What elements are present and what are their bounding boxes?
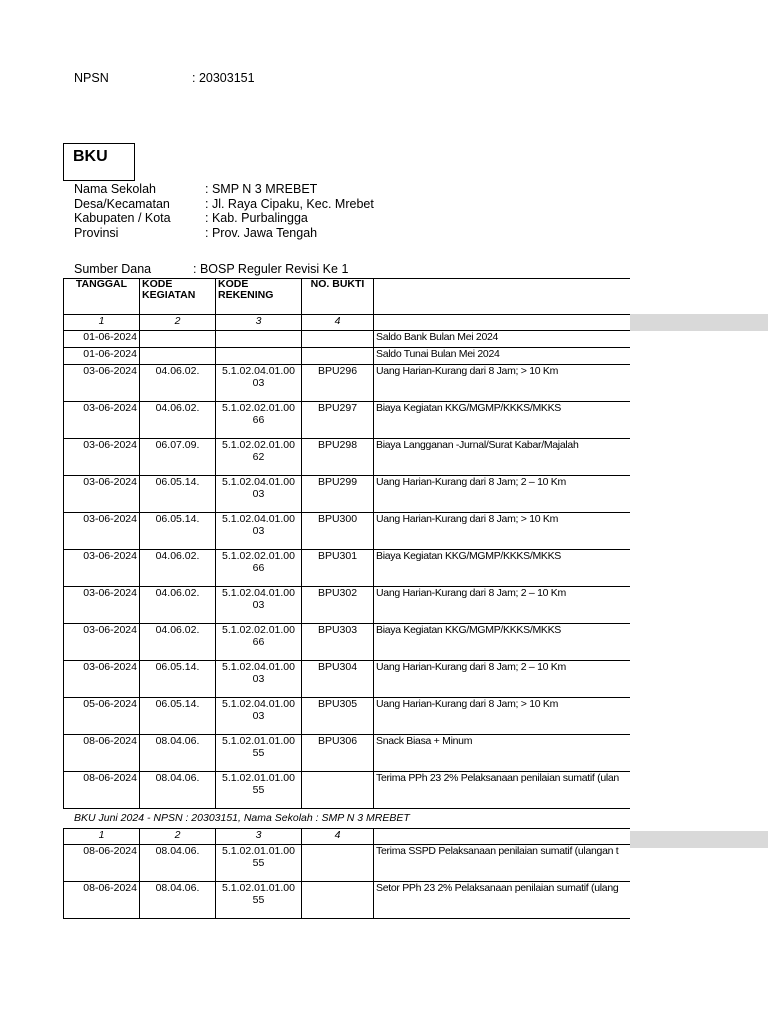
cell-kode-kegiatan: 06.05.14. [140, 661, 216, 698]
cell-kode-rekening: 5.1.02.04.01.00 03 [216, 365, 302, 402]
bku-title-box [63, 143, 135, 181]
table-header-row [64, 279, 664, 315]
cell-kode-rekening: 5.1.02.01.01.00 55 [216, 882, 302, 919]
cell-kode-rekening: 5.1.02.02.01.00 66 [216, 550, 302, 587]
cell-kode-kegiatan [140, 348, 216, 365]
cell-uraian: Uang Harian-Kurang dari 8 Jam; 2 – 10 Km [374, 661, 664, 698]
cell-tanggal: 03-06-2024 [64, 476, 140, 513]
header-uraian [374, 279, 664, 315]
cell-uraian: Uang Harian-Kurang dari 8 Jam; 2 – 10 Km [374, 587, 664, 624]
cell-kode-kegiatan: 04.06.02. [140, 550, 216, 587]
cell-kode-rekening [216, 331, 302, 348]
cell-kode-rekening: 5.1.02.02.01.00 66 [216, 402, 302, 439]
bku-table [63, 278, 664, 809]
bku-table-continued [63, 828, 664, 919]
table-row [64, 476, 664, 513]
table-row [64, 348, 664, 365]
cell-kode-kegiatan: 06.05.14. [140, 476, 216, 513]
cell-tanggal: 03-06-2024 [64, 513, 140, 550]
cell-kode-kegiatan: 06.05.14. [140, 698, 216, 735]
cell-kode-kegiatan: 04.06.02. [140, 365, 216, 402]
cell-uraian: Setor PPh 23 2% Pelaksanaan penilaian sumatif (ulang [374, 882, 664, 919]
cell-kode-rekening: 5.1.02.01.01.00 55 [216, 735, 302, 772]
cell-no-bukti [302, 348, 374, 365]
cell-kode-rekening: 5.1.02.04.01.00 03 [216, 476, 302, 513]
cell-no-bukti: BPU301 [302, 550, 374, 587]
cell-tanggal: 03-06-2024 [64, 624, 140, 661]
table-row [64, 402, 664, 439]
table-row [64, 513, 664, 550]
cell-kode-kegiatan: 08.04.06. [140, 735, 216, 772]
cell-uraian: Biaya Langganan -Jurnal/Surat Kabar/Majalah [374, 439, 664, 476]
npsn-value: : 20303151 [192, 71, 255, 85]
page-title: BKU [73, 148, 108, 165]
header-no-bukti: NO. BUKTI [302, 279, 374, 315]
table-row [64, 845, 664, 882]
cell-uraian: Saldo Tunai Bulan Mei 2024 [374, 348, 664, 365]
col-number: 2 [140, 829, 216, 845]
cell-tanggal: 05-06-2024 [64, 698, 140, 735]
cell-uraian: Terima SSPD Pelaksanaan penilaian sumatif (ulangan t [374, 845, 664, 882]
cell-uraian: Biaya Kegiatan KKG/MGMP/KKKS/MKKS [374, 624, 664, 661]
col-number: 4 [302, 829, 374, 845]
cell-no-bukti: BPU299 [302, 476, 374, 513]
header-kode-kegiatan: KODE KEGIATAN [140, 279, 216, 315]
cell-no-bukti: BPU302 [302, 587, 374, 624]
cell-kode-rekening [216, 348, 302, 365]
cell-no-bukti [302, 331, 374, 348]
header-tanggal: TANGGAL [64, 279, 140, 315]
cell-tanggal: 08-06-2024 [64, 882, 140, 919]
table-row [64, 550, 664, 587]
cell-kode-kegiatan: 06.05.14. [140, 513, 216, 550]
cell-tanggal: 03-06-2024 [64, 365, 140, 402]
cell-kode-kegiatan: 06.07.09. [140, 439, 216, 476]
cell-kode-rekening: 5.1.02.01.01.00 55 [216, 772, 302, 809]
cell-uraian: Terima PPh 23 2% Pelaksanaan penilaian sumatif (ulan [374, 772, 664, 809]
info-value-nama-sekolah: : SMP N 3 MREBET [205, 182, 318, 196]
cell-tanggal: 03-06-2024 [64, 587, 140, 624]
table-body [64, 331, 664, 809]
col-number: 2 [140, 315, 216, 331]
cell-tanggal: 03-06-2024 [64, 402, 140, 439]
info-label-nama-sekolah: Nama Sekolah [74, 182, 156, 196]
cell-tanggal: 03-06-2024 [64, 439, 140, 476]
col-number: 3 [216, 315, 302, 331]
cell-no-bukti: BPU306 [302, 735, 374, 772]
cell-uraian: Uang Harian-Kurang dari 8 Jam; > 10 Km [374, 365, 664, 402]
column-number-row [64, 315, 664, 331]
cell-kode-kegiatan: 04.06.02. [140, 587, 216, 624]
info-label-provinsi: Provinsi [74, 226, 119, 240]
table-row [64, 365, 664, 402]
cell-uraian: Uang Harian-Kurang dari 8 Jam; > 10 Km [374, 513, 664, 550]
cell-tanggal: 03-06-2024 [64, 661, 140, 698]
table-row [64, 661, 664, 698]
cell-no-bukti [302, 772, 374, 809]
col-number-empty [374, 315, 664, 331]
cell-no-bukti: BPU298 [302, 439, 374, 476]
cell-tanggal: 08-06-2024 [64, 772, 140, 809]
sumber-dana-label: Sumber Dana [74, 262, 152, 276]
cell-no-bukti: BPU297 [302, 402, 374, 439]
cell-uraian: Uang Harian-Kurang dari 8 Jam; > 10 Km [374, 698, 664, 735]
cell-tanggal: 08-06-2024 [64, 845, 140, 882]
cell-kode-kegiatan: 08.04.06. [140, 882, 216, 919]
cell-kode-rekening: 5.1.02.04.01.00 03 [216, 698, 302, 735]
cell-kode-kegiatan [140, 331, 216, 348]
cell-uraian: Biaya Kegiatan KKG/MGMP/KKKS/MKKS [374, 402, 664, 439]
table-row [64, 331, 664, 348]
cell-no-bukti: BPU303 [302, 624, 374, 661]
info-value-desa: : Jl. Raya Cipaku, Kec. Mrebet [205, 197, 374, 211]
cell-kode-kegiatan: 08.04.06. [140, 772, 216, 809]
table-row [64, 587, 664, 624]
table-row [64, 439, 664, 476]
col-number: 1 [64, 829, 140, 845]
cell-uraian: Biaya Kegiatan KKG/MGMP/KKKS/MKKS [374, 550, 664, 587]
cell-kode-kegiatan: 04.06.02. [140, 402, 216, 439]
cell-uraian: Saldo Bank Bulan Mei 2024 [374, 331, 664, 348]
cell-tanggal: 01-06-2024 [64, 331, 140, 348]
cell-no-bukti [302, 845, 374, 882]
info-label-desa: Desa/Kecamatan [74, 197, 170, 211]
cell-kode-rekening: 5.1.02.04.01.00 03 [216, 587, 302, 624]
gray-band [630, 314, 768, 331]
cell-kode-kegiatan: 04.06.02. [140, 624, 216, 661]
col-number: 1 [64, 315, 140, 331]
cell-kode-rekening: 5.1.02.04.01.00 03 [216, 513, 302, 550]
cell-no-bukti: BPU300 [302, 513, 374, 550]
sumber-dana-value: : BOSP Reguler Revisi Ke 1 [193, 262, 349, 276]
table-row [64, 882, 664, 919]
cell-kode-rekening: 5.1.02.01.01.00 55 [216, 845, 302, 882]
table-body-continued [64, 845, 664, 919]
cell-tanggal: 08-06-2024 [64, 735, 140, 772]
cell-tanggal: 01-06-2024 [64, 348, 140, 365]
info-label-kabupaten: Kabupaten / Kota [74, 211, 171, 225]
table-row [64, 698, 664, 735]
table-row [64, 735, 664, 772]
page-crop-mask [630, 270, 768, 970]
cell-kode-kegiatan: 08.04.06. [140, 845, 216, 882]
cell-uraian: Snack Biasa + Minum [374, 735, 664, 772]
table-row [64, 772, 664, 809]
info-value-kabupaten: : Kab. Purbalingga [205, 211, 308, 225]
col-number-empty [374, 829, 664, 845]
cell-tanggal: 03-06-2024 [64, 550, 140, 587]
cell-no-bukti: BPU304 [302, 661, 374, 698]
info-value-provinsi: : Prov. Jawa Tengah [205, 226, 318, 240]
col-number: 3 [216, 829, 302, 845]
page-footer: BKU Juni 2024 - NPSN : 20303151, Nama Sekolah : SMP N 3 MREBET [74, 812, 410, 824]
npsn-label: NPSN [74, 71, 109, 85]
cell-kode-rekening: 5.1.02.04.01.00 03 [216, 661, 302, 698]
header-kode-rekening: KODE REKENING [216, 279, 302, 315]
column-number-row [64, 829, 664, 845]
cell-no-bukti: BPU296 [302, 365, 374, 402]
cell-no-bukti: BPU305 [302, 698, 374, 735]
col-number: 4 [302, 315, 374, 331]
cell-no-bukti [302, 882, 374, 919]
cell-uraian: Uang Harian-Kurang dari 8 Jam; 2 – 10 Km [374, 476, 664, 513]
gray-band [630, 831, 768, 848]
table-row [64, 624, 664, 661]
cell-kode-rekening: 5.1.02.02.01.00 66 [216, 624, 302, 661]
cell-kode-rekening: 5.1.02.02.01.00 62 [216, 439, 302, 476]
